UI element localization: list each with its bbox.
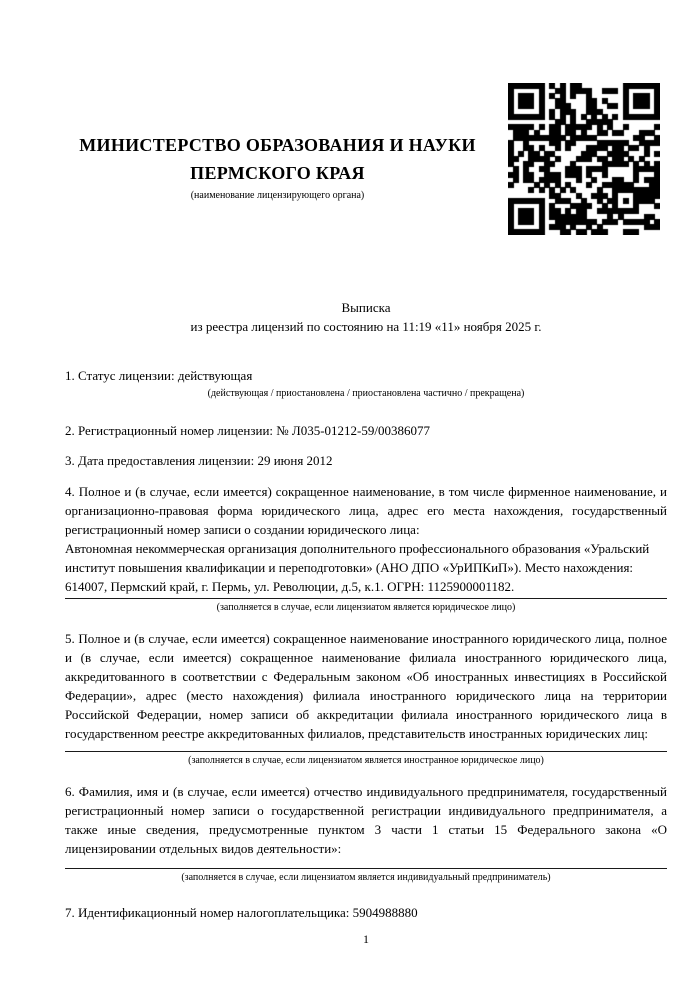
item-5-caption: (заполняется в случае, если лицензиатом является иностранное юридическое лицо) (188, 755, 544, 766)
ministry-caption: (наименование лицензирующего органа) (190, 190, 365, 201)
fill-line-divider (65, 868, 667, 869)
item-4-legal-entity-label: 4. Полное и (в случае, если имеется) сокращенное наименование, в том числе фирменное наименование, и организационно-правовая форма юридического лица, адрес его места нахождения, государственный регистрационный номер записи о создании юридического лица: (65, 484, 667, 537)
ministry-name-line2: ПЕРМСКОГО КРАЯ (190, 163, 365, 183)
fill-line-divider (65, 751, 667, 752)
item-3-license-date: 3. Дата предоставления лицензии: 29 июня 2012 (65, 453, 333, 468)
item-6-caption: (заполняется в случае, если лицензиатом является индивидуальный предприниматель) (181, 872, 551, 883)
qr-code (508, 83, 660, 235)
item-6-entrepreneur-label: 6. Фамилия, имя и (в случае, если имеется) отчество индивидуального предпринимателя, государственный регистрационный номер записи о государственной регистрации индивидуального предпринимателя, а также иные сведения, предусмотренные пунктом 3 части 1 статьи 15 Федерального закона «О лицензировании отдельных видов деятельности»: (65, 784, 667, 856)
qr-code-container (508, 83, 660, 235)
item-7-taxpayer-number: 7. Идентификационный номер налогоплательщика: 5904988880 (65, 905, 418, 920)
licensing-authority-header (65, 131, 490, 203)
item-4-legal-entity-value: Автономная некоммерческая организация дополнительного профессионального образования «Уральский институт повышения квалификации и переподготовки» (АНО ДПО «УрИПКиП»). Место нахождения: 614007, Пермский край, г. Пермь, ул. Революции, д.5, к.1. ОГРН: 1125900001182. (65, 541, 650, 594)
item-1-caption: (действующая / приостановлена / приостановлена частично / прекращена) (207, 388, 525, 399)
page-number: 1 (363, 932, 369, 946)
extract-title-block (65, 298, 667, 336)
item-2-registration-number: 2. Регистрационный номер лицензии: № Л035-01212-59/00386077 (65, 423, 431, 438)
ministry-name-line1: МИНИСТЕРСТВО ОБРАЗОВАНИЯ И НАУКИ (79, 135, 476, 155)
fill-line-divider (65, 598, 667, 599)
extract-title: Выписка (341, 300, 391, 315)
item-1-license-status: 1. Статус лицензии: действующая (65, 368, 253, 383)
item-4-caption: (заполняется в случае, если лицензиатом является юридическое лицо) (216, 602, 516, 613)
item-5-foreign-entity-label: 5. Полное и (в случае, если имеется) сокращенное наименование иностранного юридического лица, полное и (в случае, если имеется) сокращенное наименование филиала иностранного юридического лица, аккредитованного в соответствии с Федеральным законом «Об иностранных инвестициях в Российской Федерации», адрес (место нахождения) филиала иностранного юридического лица на территории Российской Федерации, номер записи об аккредитации филиала иностранного юридического лица в государственном реестре аккредитованных филиалов, представительств иностранных юридических лиц: (65, 631, 667, 741)
extract-subtitle: из реестра лицензий по состоянию на 11:19 «11» ноября 2025 г. (190, 319, 542, 334)
